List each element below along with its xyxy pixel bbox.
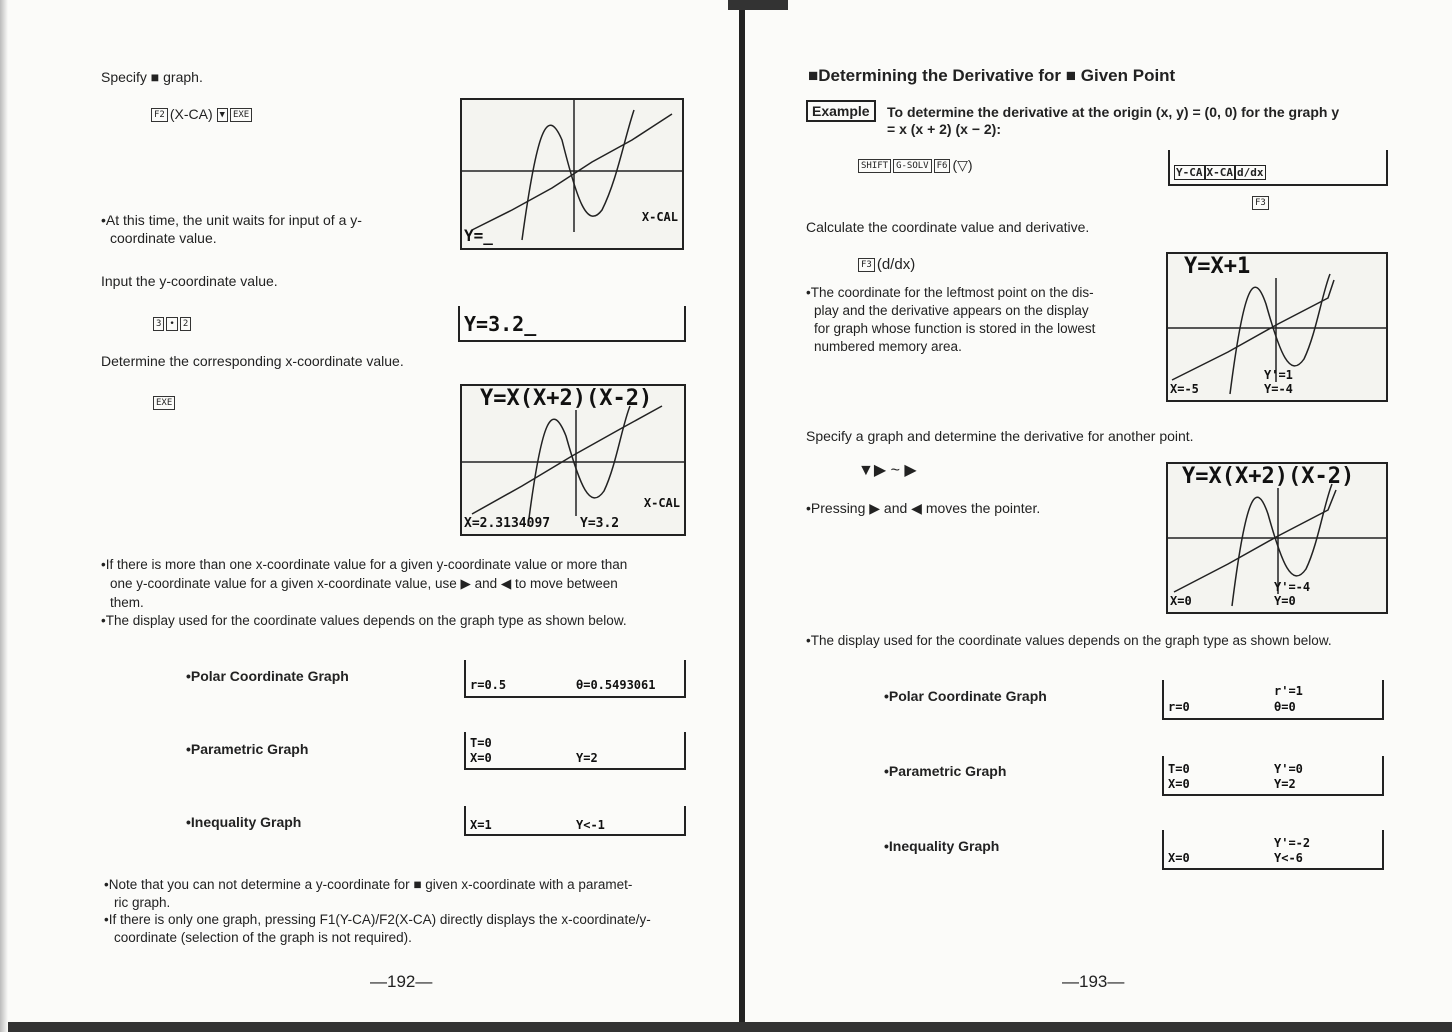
keystroke-row-3 — [153, 393, 177, 411]
key-dot: • — [166, 317, 177, 331]
y-prompt: Y=_ — [464, 226, 493, 245]
xcal-label: X-CAL — [643, 496, 680, 510]
note-wait-line1: •At this time, the unit waits for input of a y- — [101, 212, 362, 228]
example-line1: To determine the derivative at the origin (x, y) = (0, 0) for the graph y — [887, 104, 1340, 120]
bullet-display-depends: •The display used for the coordinate values depends on the graph type as shown below. — [101, 613, 627, 628]
input-y-text: Input the y-coordinate value. — [101, 273, 278, 289]
x-readout: X=-5 — [1170, 382, 1199, 396]
keystroke-row-r1 — [858, 156, 973, 174]
lcd-input-line — [458, 306, 686, 342]
lcd-screen-xcal-result — [460, 384, 686, 536]
keys-x-ca: (X-CA) — [169, 106, 213, 122]
line-graph — [1174, 490, 1336, 592]
function-title: Y=X(X+2)(X-2) — [1182, 464, 1355, 489]
y-readout: Y=-4 — [1264, 382, 1293, 396]
y-readout: Y=0 — [1274, 594, 1296, 608]
polar-dr: r'=1 — [1274, 684, 1303, 698]
note-leftmost-l3: for graph whose function is stored in the lowest — [814, 321, 1096, 336]
example-badge: Example — [806, 100, 876, 122]
lcd-screen-derivative-2 — [1166, 462, 1388, 614]
y-input-value: Y=3.2_ — [464, 312, 537, 336]
note-parametric-l2: ric graph. — [114, 895, 171, 910]
parametric-graph-label-r: •Parametric Graph — [884, 763, 1007, 779]
left-edge — [0, 0, 8, 1032]
specify-text: Specify ■ graph. — [101, 69, 203, 85]
x-readout: X=2.3134097 — [464, 516, 551, 531]
lcd-screen-derivative-1 — [1166, 252, 1388, 402]
polar-theta: θ=0.5493061 — [576, 678, 656, 692]
key-f6: F6 — [934, 159, 951, 173]
key-2: 2 — [180, 317, 191, 331]
note-one-graph-l1: •If there is only one graph, pressing F1(Y-CA)/F2(X-CA) directly displays the x-coordinate/y- — [104, 912, 651, 927]
note-leftmost-l1: •The coordinate for the leftmost point on the dis- — [806, 285, 1094, 300]
param-x: X=0 — [470, 751, 492, 765]
note-one-graph-l2: coordinate (selection of the graph is not required). — [114, 930, 412, 945]
bullet-multiple-values-l3: them. — [110, 595, 144, 610]
derivative-readout: Y'=-4 — [1274, 580, 1311, 594]
page-number-192: —192— — [370, 972, 433, 991]
cubic-graph — [522, 110, 634, 240]
key-f3: F3 — [858, 258, 875, 272]
calculate-text: Calculate the coordinate value and derivative. — [806, 219, 1090, 235]
ineq-y: Y<-6 — [1274, 851, 1303, 865]
function-title: Y=X+1 — [1184, 254, 1251, 279]
parametric-graph-label: •Parametric Graph — [186, 741, 309, 757]
key-down: ▼ — [217, 108, 228, 122]
menu-key-f3: F3 — [1252, 194, 1271, 212]
param-dy: Y'=0 — [1274, 762, 1303, 776]
polar-graph-label-r: •Polar Coordinate Graph — [884, 688, 1047, 704]
example-line2: = x (x + 2) (x − 2): — [887, 121, 1001, 137]
keystroke-row-2 — [153, 314, 193, 332]
param-x: X=0 — [1168, 777, 1190, 791]
line-graph — [1172, 280, 1334, 380]
cubic-graph — [528, 406, 630, 526]
key-shift: SHIFT — [858, 159, 891, 173]
page-number-193: —193— — [1062, 972, 1125, 991]
inequality-graph-label-r: •Inequality Graph — [884, 838, 1000, 854]
polar-r: r=0.5 — [470, 678, 507, 692]
function-menu — [1168, 150, 1388, 186]
lcd-screen-xcal-prompt — [460, 98, 684, 250]
polar-r: r=0 — [1168, 700, 1190, 714]
keystroke-row-r3: ▼▶ ~ ▶ — [858, 462, 917, 479]
keys-ddx: (d/dx) — [876, 256, 916, 273]
polar-theta: θ=0 — [1274, 700, 1296, 714]
keystroke-row-1 — [151, 105, 254, 123]
graph-plot-l1 — [462, 100, 682, 248]
section-heading: ■Determining the Derivative for ■ Given Point — [808, 66, 1176, 85]
polar-readout — [464, 660, 686, 698]
key-gsolv: G-SOLV — [893, 159, 932, 173]
ineq-dy: Y'=-2 — [1274, 836, 1311, 850]
ineq-x: X=0 — [1168, 851, 1190, 865]
inequality-graph-label: •Inequality Graph — [186, 814, 302, 830]
key-f2: F2 — [151, 108, 168, 122]
menu-ddx: d/dx — [1237, 166, 1264, 179]
param-t: T=0 — [1168, 762, 1190, 776]
key-tail: (▽) — [952, 157, 973, 173]
bullet-multiple-values-l2: one y-coordinate value for a given x-coordinate value, use ▶ and ◀ to move between — [110, 576, 618, 591]
key-exe: EXE — [230, 108, 252, 122]
x-readout: X=0 — [1170, 594, 1192, 608]
xcal-label: X-CAL — [641, 210, 678, 224]
polar-graph-label: •Polar Coordinate Graph — [186, 668, 349, 684]
note-leftmost-l4: numbered memory area. — [814, 339, 962, 354]
ineq-x: X=1 — [470, 818, 492, 832]
y-readout: Y=3.2 — [580, 516, 620, 531]
param-y: Y=2 — [1274, 777, 1296, 791]
menu-y-ca: Y-CA — [1176, 166, 1203, 179]
bottom-edge — [0, 1022, 1452, 1032]
derivative-readout: Y'=1 — [1264, 368, 1293, 382]
note-parametric-l1: •Note that you can not determine a y-coordinate for ■ given x-coordinate with a paramet- — [104, 877, 633, 892]
bullet-display-depends-r: •The display used for the coordinate values depends on the graph type as shown below. — [806, 633, 1332, 648]
key-exe-2: EXE — [153, 396, 175, 410]
parametric-readout-r — [1162, 756, 1384, 796]
keystroke-row-r2 — [858, 256, 915, 274]
book-spine — [739, 0, 745, 1032]
bullet-multiple-values-l1: •If there is more than one x-coordinate value for a given y-coordinate value or more than — [101, 557, 628, 572]
key-3: 3 — [153, 317, 164, 331]
inequality-readout-r — [1162, 830, 1384, 870]
pressing-moves-pointer: •Pressing ▶ and ◀ moves the pointer. — [806, 500, 1041, 516]
polar-readout-r — [1162, 680, 1384, 720]
inequality-readout — [464, 806, 686, 836]
determine-x-text: Determine the corresponding x-coordinate value. — [101, 353, 404, 369]
param-y: Y=2 — [576, 751, 598, 765]
menu-bar — [1174, 166, 1266, 179]
param-t: T=0 — [470, 736, 492, 750]
line-graph — [472, 406, 662, 514]
function-title: Y=X(X+2)(X-2) — [480, 386, 653, 411]
graph-plot-l3 — [462, 386, 684, 534]
spine-top — [728, 0, 788, 10]
specify-another-point: Specify a graph and determine the derivative for another point. — [806, 428, 1194, 444]
menu-x-ca: X-CA — [1206, 166, 1233, 179]
parametric-readout — [464, 732, 686, 770]
ineq-y: Y<-1 — [576, 818, 605, 832]
note-wait-line2: coordinate value. — [110, 230, 217, 246]
note-leftmost-l2: play and the derivative appears on the display — [814, 303, 1089, 318]
